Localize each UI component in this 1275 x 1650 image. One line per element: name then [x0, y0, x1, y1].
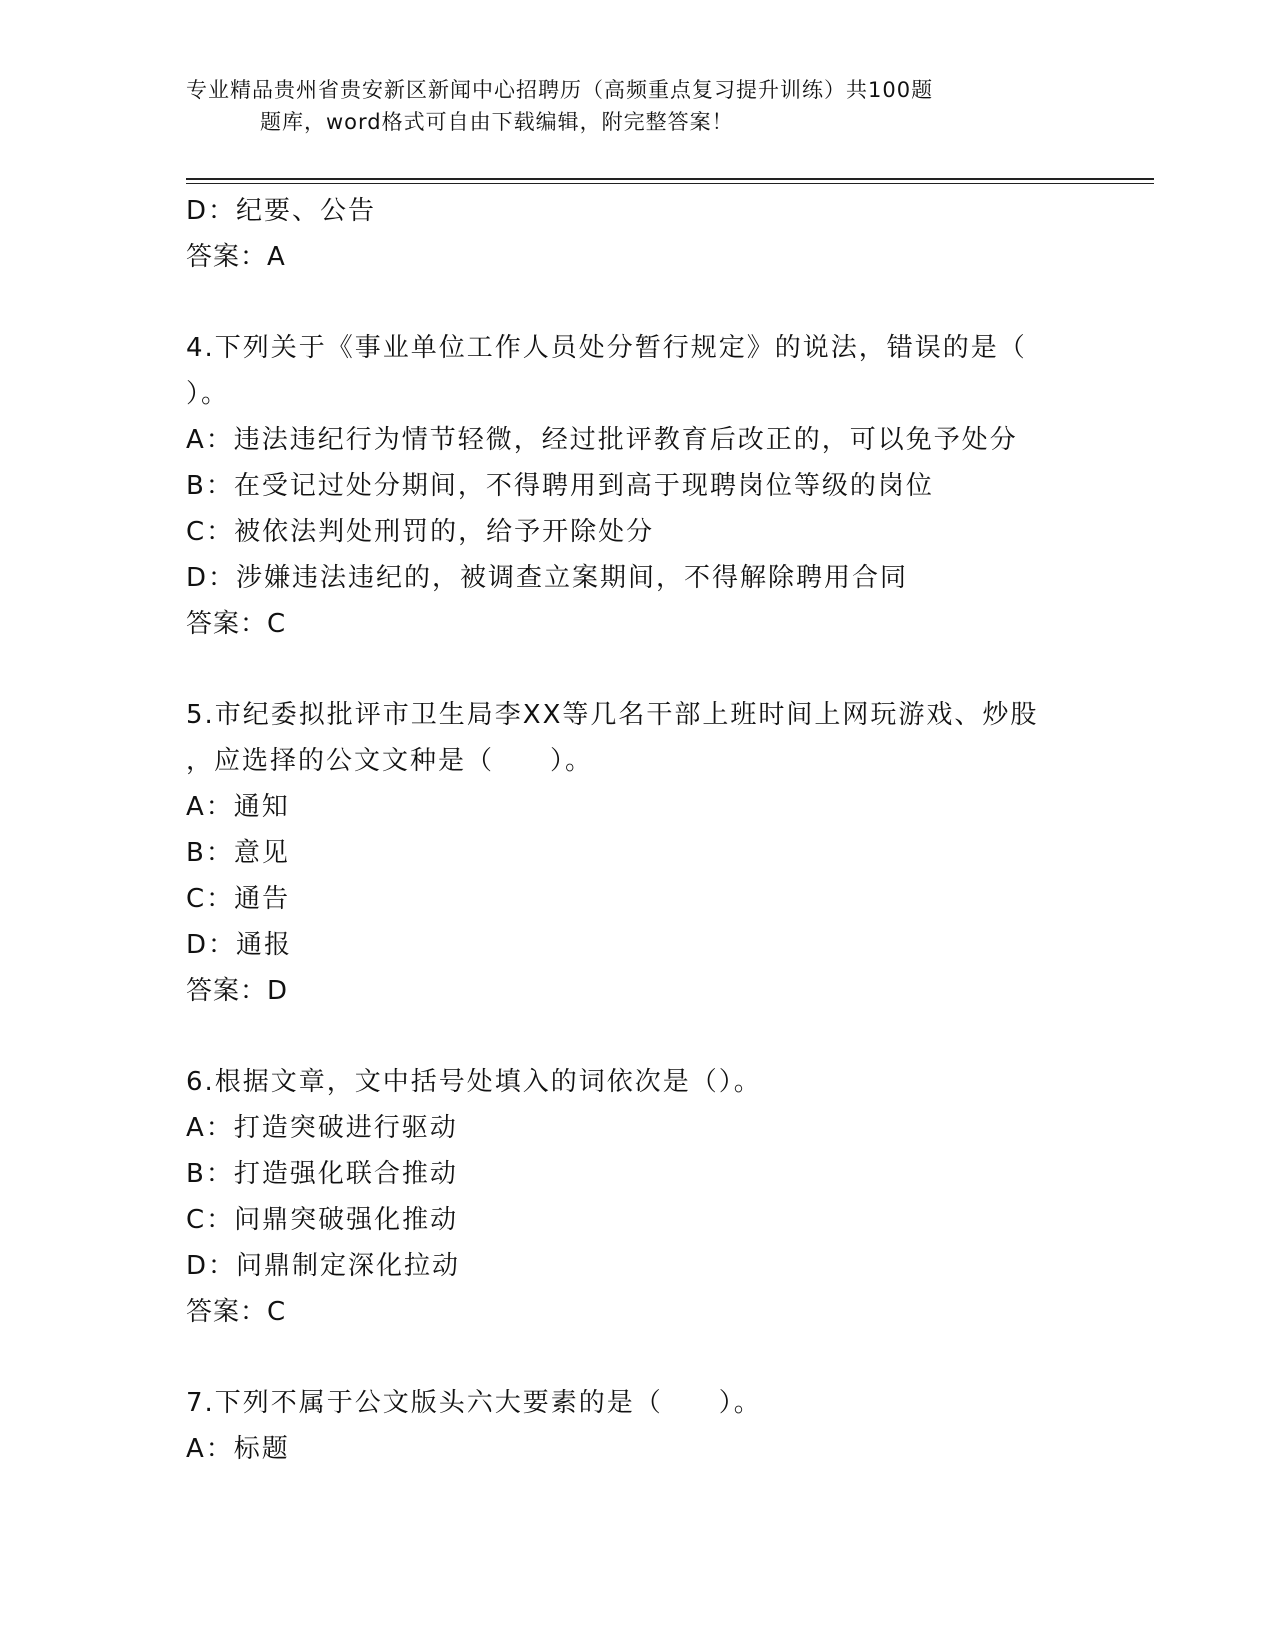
header-title-line2: 题库，word格式可自由下载编辑，附完整答案！: [260, 110, 734, 134]
option-a: A：通知: [186, 792, 290, 822]
option-a: A：标题: [186, 1434, 290, 1464]
option-d: D：问鼎制定深化拉动: [186, 1251, 461, 1281]
answer: 答案：D: [186, 976, 289, 1006]
header-rule-thick: [186, 178, 1154, 180]
prev-answer: 答案：A: [186, 242, 286, 272]
question-stem-cont: ，应选择的公文文种是（ ）。: [186, 746, 594, 776]
document-header: [186, 74, 1046, 138]
option-b: B：打造强化联合推动: [186, 1159, 458, 1189]
header-rule-thin: [186, 183, 1154, 184]
answer: 答案：C: [186, 1297, 287, 1327]
option-c: C：被依法判处刑罚的，给予开除处分: [186, 517, 655, 547]
option-b: B：在受记过处分期间，不得聘用到高于现聘岗位等级的岗位: [186, 471, 934, 501]
option-c: C：通告: [186, 884, 291, 914]
option-c: C：问鼎突破强化推动: [186, 1205, 459, 1235]
prev-option-d: D：纪要、公告: [186, 196, 377, 226]
question-4: [186, 325, 1086, 647]
option-d: D：涉嫌违法违纪的，被调查立案期间，不得解除聘用合同: [186, 563, 909, 593]
question-stem: 5.市纪委拟批评市卫生局李XX等几名干部上班时间上网玩游戏、炒股: [186, 700, 1039, 730]
option-a: A：违法违纪行为情节轻微，经过批评教育后改正的，可以免予处分: [186, 425, 1018, 455]
question-stem-cont: ）。: [186, 379, 230, 409]
question-stem: 4.下列关于《事业单位工作人员处分暂行规定》的说法，错误的是（: [186, 333, 1027, 363]
option-d: D：通报: [186, 930, 293, 960]
question-list: [186, 188, 1086, 1472]
option-a: A：打造突破进行驱动: [186, 1113, 458, 1143]
question-7: [186, 1380, 1086, 1472]
answer: 答案：C: [186, 609, 287, 639]
question-5: [186, 692, 1086, 1014]
header-title-line1: 专业精品贵州省贵安新区新闻中心招聘历（高频重点复习提升训练）共100题: [186, 78, 934, 102]
question-6: [186, 1059, 1086, 1335]
option-b: B：意见: [186, 838, 290, 868]
question-stem: 7.下列不属于公文版头六大要素的是（ ）。: [186, 1388, 762, 1418]
question-stem: 6.根据文章，文中括号处填入的词依次是（）。: [186, 1067, 762, 1097]
